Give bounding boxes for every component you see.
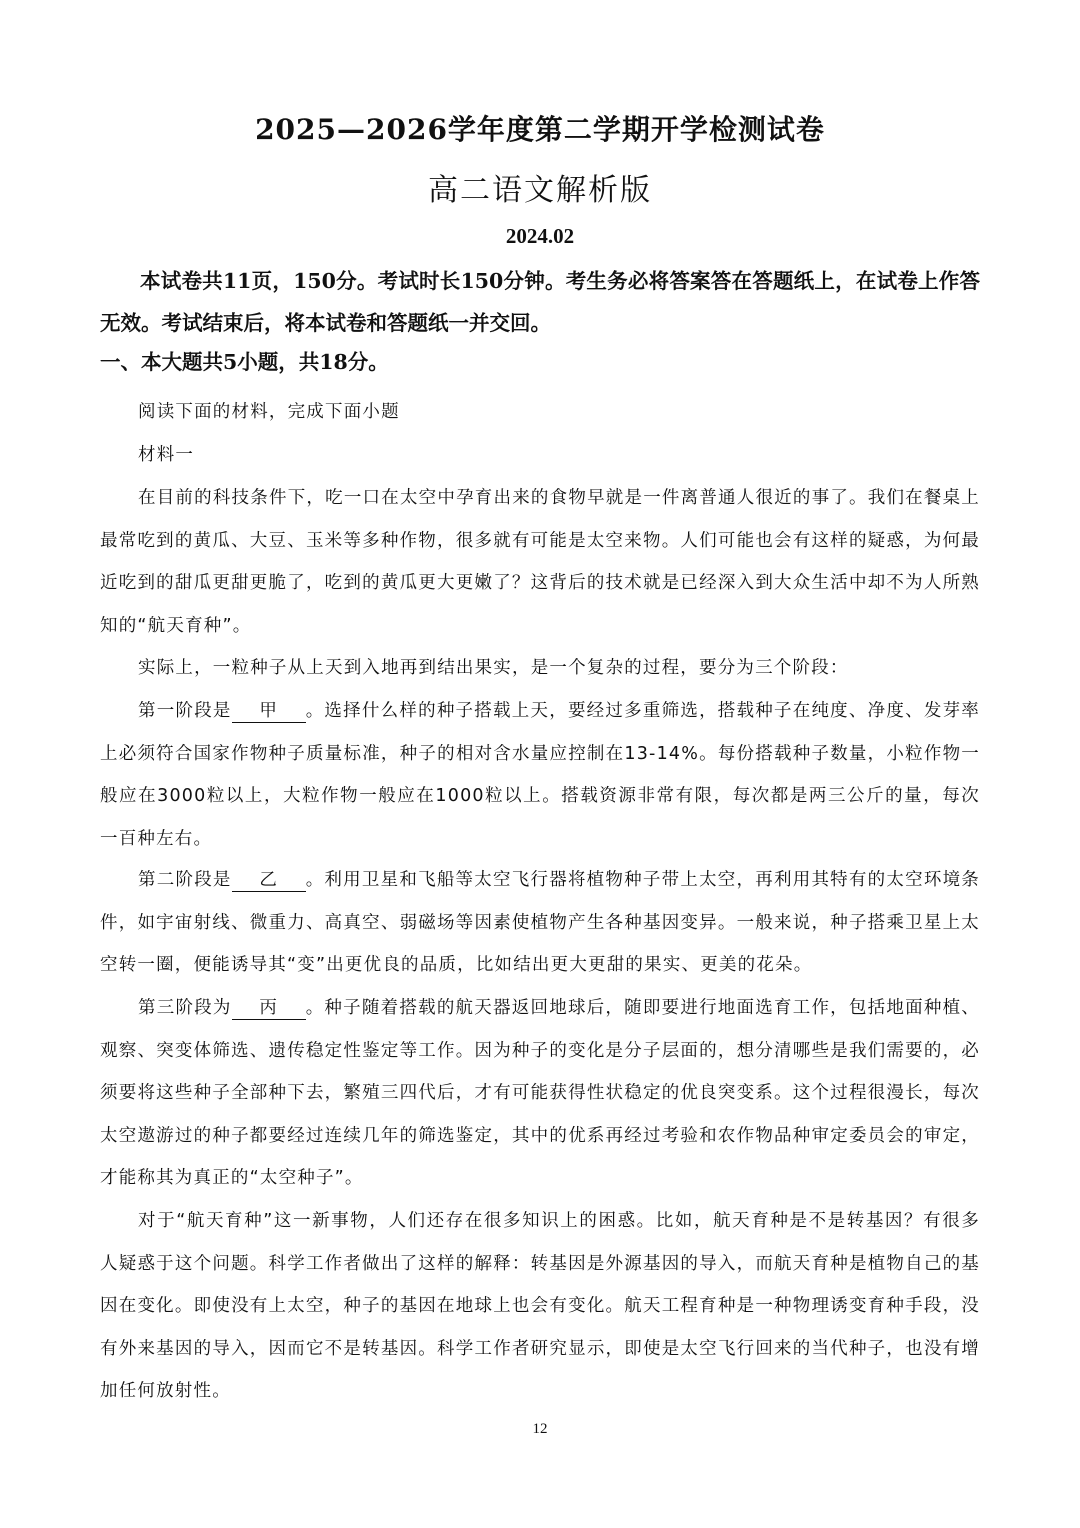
- paragraph-stage-2: [100, 859, 980, 987]
- exam-notice: 本试卷共11页，150分。考试时长150分钟。考生务必将答案答在答题纸上，在试卷上作答无效。考试结束后，将本试卷和答题纸一并交回。: [100, 269, 980, 335]
- material-label: 材料一: [138, 445, 195, 465]
- blank-yi: 乙: [232, 869, 306, 892]
- paragraph-6: 对于“航天育种”这一新事物，人们还存在很多知识上的困惑。比如，航天育种是不是转基因？有很多人疑惑于这个问题。科学工作者做出了这样的解释：转基因是外源基因的导入，而航天育种是植物自己的基因在变化。即使没有上太空，种子的基因在地球上也会有变化。航天工程育种是一种物理诱变育种手段，没有外来基因的导入，因而它不是转基因。科学工作者研究显示，即使是太空飞行回来的当代种子，也没有增加任何放射性。: [100, 1211, 980, 1401]
- stage-3-lead: 第三阶段为: [138, 998, 232, 1018]
- paragraph-stage-1: [100, 690, 980, 860]
- blank-bing: 丙: [232, 997, 306, 1020]
- stage-3-text: 。种子随着搭载的航天器返回地球后，随即要进行地面选育工作，包括地面种植、观察、突变体筛选、遗传稳定性鉴定等工作。因为种子的变化是分子层面的，想分清哪些是我们需要的，必须要将这些种子全部种下去，繁殖三四代后，才有可能获得性状稳定的优良突变系。这个过程很漫长，每次太空遨游过的种子都要经过连续几年的筛选鉴定，其中的优系再经过考验和农作物品种审定委员会的审定，才能称其为真正的“太空种子”。: [100, 998, 981, 1188]
- blank-jia: 甲: [232, 700, 306, 723]
- page-number: 12: [532, 1421, 548, 1437]
- stage-1-text: 。选择什么样的种子搭载上天，要经过多重筛选，搭载种子在纯度、净度、发芽率上必须符合国家作物种子质量标准，种子的相对含水量应控制在13-14%。每份搭载种子数量，小粒作物一般应在3000粒以上，大粒作物一般应在1000粒以上。搭载资源非常有限，每次都是两三公斤的量，每次一百种左右。: [100, 701, 981, 849]
- stage-2-text: 。利用卫星和飞船等太空飞行器将植物种子带上太空，再利用其特有的太空环境条件，如宇宙射线、微重力、高真空、弱磁场等因素使植物产生各种基因变异。一般来说，种子搭乘卫星上太空转一圈，便能诱导其“变”出更优良的品质，比如结出更大更甜的果实、更美的花朵。: [100, 870, 981, 975]
- paragraph-1: 在目前的科技条件下，吃一口在太空中孕育出来的食物早就是一件离普通人很近的事了。我们在餐桌上最常吃到的黄瓜、大豆、玉米等多种作物，很多就有可能是太空来物。人们可能也会有这样的疑惑，为何最近吃到的甜瓜更甜更脆了，吃到的黄瓜更大更嫩了？这背后的技术就是已经深入到大众生活中却不为人所熟知的“航天育种”。: [100, 488, 980, 636]
- stage-1-lead: 第一阶段是: [138, 701, 232, 721]
- paragraph-2: 实际上，一粒种子从上天到入地再到结出果实，是一个复杂的过程，要分为三个阶段：: [138, 658, 849, 678]
- exam-subtitle: 高二语文解析版: [428, 173, 652, 208]
- exam-date: 2024.02: [505, 224, 575, 248]
- paragraph-stage-3: [100, 987, 980, 1200]
- section-heading: 一、本大题共5小题，共18分。: [100, 350, 389, 374]
- exam-title: 2025—2026学年度第二学期开学检测试卷: [255, 113, 825, 146]
- reading-instruction: 阅读下面的材料，完成下面小题: [138, 402, 400, 422]
- stage-2-lead: 第二阶段是: [138, 870, 232, 890]
